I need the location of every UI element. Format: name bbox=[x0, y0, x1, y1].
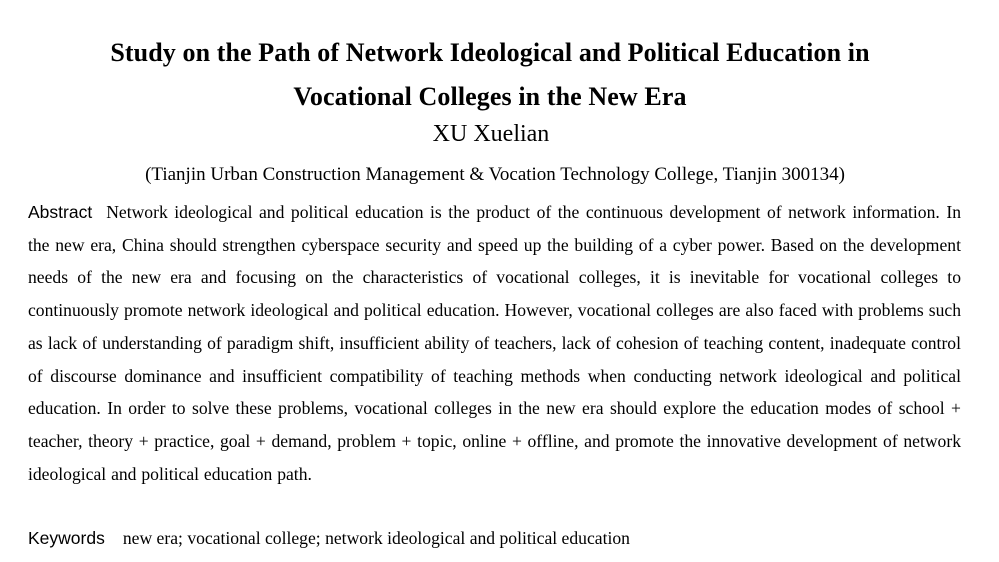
abstract-text: Network ideological and political education is the product of the continuous development of network information. In the new era, China should strengthen cyberspace security and speed up the building of a cyber power. Based on the development needs of the new era and focusing on the characteristics of vocational colleges, it is inevitable for vocational colleges to continuously promote network ideological and political education. However, vocational colleges are also faced with problems such as lack of understanding of paradigm shift, insufficient ability of teachers, lack of cohesion of teaching content, inadequate control of discourse dominance and insufficient compatibility of teaching methods when conducting network ideological and political education. In order to solve these problems, vocational colleges in the new era should explore the education modes of school + teacher, theory + practice, goal + demand, problem + topic, online + offline, and promote the innovative development of network ideological and political education path. bbox=[28, 202, 961, 484]
author-name: XU Xuelian bbox=[432, 121, 550, 147]
paper-title-line-2: Vocational Colleges in the New Era bbox=[293, 82, 687, 111]
paper-title-line-1: Study on the Path of Network Ideological and Political Education in bbox=[110, 38, 870, 67]
keywords-line bbox=[28, 522, 961, 554]
abstract-label: Abstract bbox=[28, 202, 93, 222]
abstract-paragraph bbox=[28, 196, 961, 490]
keywords-label: Keywords bbox=[28, 528, 105, 548]
paper-title bbox=[0, 31, 980, 119]
author-affiliation: (Tianjin Urban Construction Management & Vocation Technology College, Tianjin 300134) bbox=[145, 164, 845, 185]
keywords-text: new era; vocational college; network ideological and political education bbox=[122, 528, 630, 548]
